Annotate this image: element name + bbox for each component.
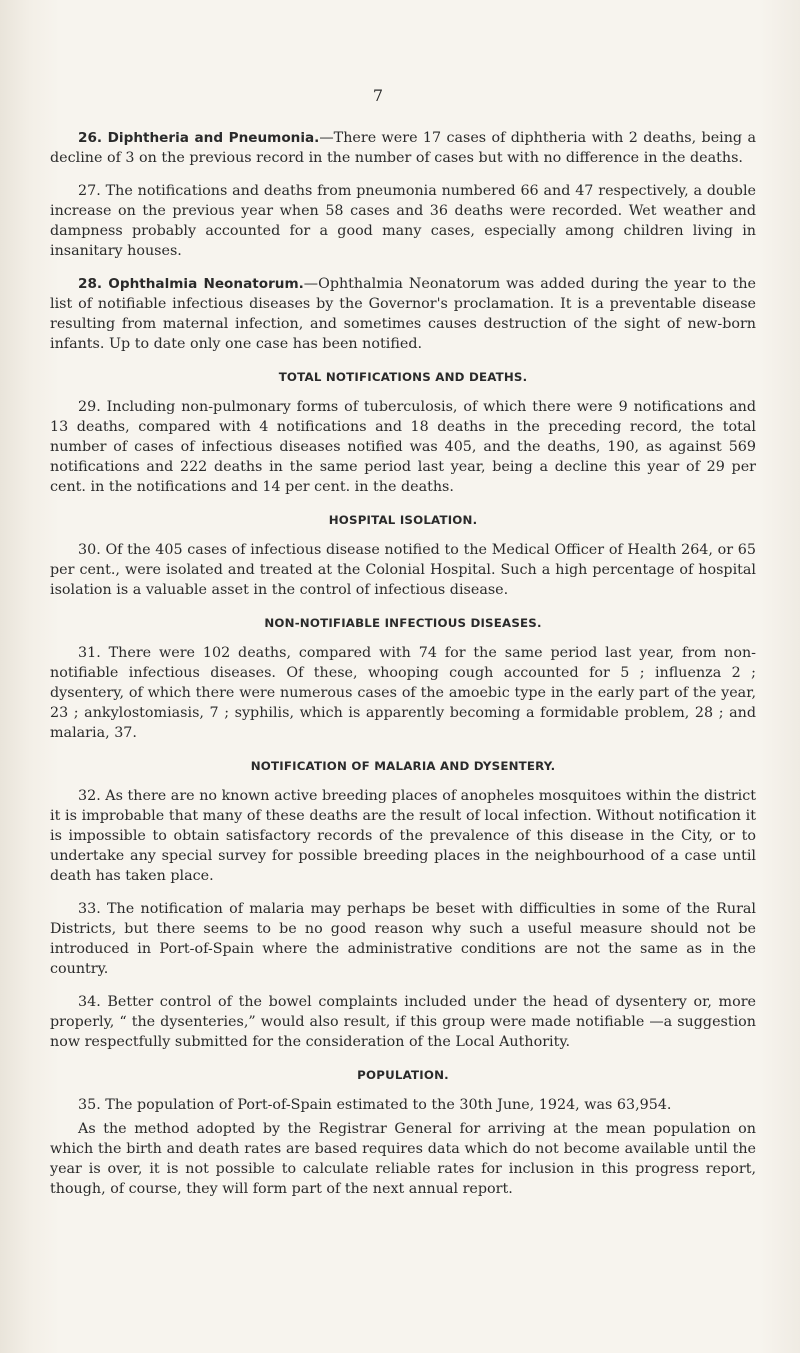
paragraph-31: 31. There were 102 deaths, compared with 74 for the same period last year, from non-notifiable infectious diseases. Of these, whooping cough accounted for 5 ; influenza 2 ; dysentery, of which there were numerous cases of the amoebic type in the early part of the year, 23 ; ankylostomiasis, 7 ; syphilis, which is apparently becoming a formidable problem, 28 ; and malaria, 37. bbox=[50, 645, 756, 741]
page-number: 7 bbox=[372, 86, 384, 105]
paragraph-35-continued: As the method adopted by the Registrar General for arriving at the mean population on which the birth and death rates are based requires data which do not become available until the year is over, it is not possible to calculate reliable rates for inclusion in this progress report, though, of course, they will form part of the next annual report. bbox=[50, 1121, 756, 1197]
paragraph-28-lead: 28. Ophthalmia Neonatorum. bbox=[78, 276, 304, 292]
paragraph-26-lead: 26. Diphtheria and Pneumonia. bbox=[78, 130, 320, 146]
paragraph-26 bbox=[50, 128, 756, 168]
heading-malaria-dysentery: NOTIFICATION OF MALARIA AND DYSENTERY. bbox=[250, 759, 556, 773]
paragraph-28 bbox=[50, 274, 756, 354]
paragraph-30: 30. Of the 405 cases of infectious disease notified to the Medical Officer of Health 264, or 65 per cent., were isolated and treated at the Colonial Hospital. Such a high percentage of hospital isolation is a valuable asset in the control of infectious disease. bbox=[50, 542, 756, 598]
heading-population: POPULATION. bbox=[357, 1068, 449, 1082]
paragraph-27: 27. The notifications and deaths from pneumonia numbered 66 and 47 respectively, a double increase on the previous year when 58 cases and 36 deaths were recorded. Wet weather and dampness probably accounted for a good many cases, especially among children living in insanitary houses. bbox=[50, 183, 756, 259]
paragraph-34: 34. Better control of the bowel complaints included under the head of dysentery or, more properly, “ the dysenteries,” would also result, if this group were made notifiable —a suggestion now respectfully submitted for the consideration of the Local Authority. bbox=[50, 994, 756, 1050]
paragraph-29: 29. Including non-pulmonary forms of tuberculosis, of which there were 9 notifications and 13 deaths, compared with 4 notifications and 18 deaths in the preceding record, the total number of cases of infectious diseases notified was 405, and the deaths, 190, as against 569 notifications and 222 deaths in the same period last year, being a decline this year of 29 per cent. in the notifications and 14 per cent. in the deaths. bbox=[50, 399, 756, 495]
heading-non-notifiable: NON-NOTIFIABLE INFECTIOUS DISEASES. bbox=[264, 616, 542, 630]
paragraph-28-body: —Ophthalmia Neonatorum was added during the year to the list of notifiable infectious diseases by the Governor's proclamation. It is a preventable disease resulting from maternal infection, and sometimes causes destruction of the sight of new-born infants. Up to date only one case has been notified. bbox=[50, 276, 756, 352]
paragraph-35: 35. The population of Port-of-Spain estimated to the 30th June, 1924, was 63,954. bbox=[78, 1097, 672, 1113]
heading-hospital-isolation: HOSPITAL ISOLATION. bbox=[328, 513, 478, 527]
paragraph-33: 33. The notification of malaria may perhaps be beset with difficulties in some of the Rural Districts, but there seems to be no good reason why such a useful measure should not be introduced in Port-of-Spain where the administrative conditions are not the same as in the country. bbox=[50, 901, 756, 977]
paragraph-26-body: —There were 17 cases of diphtheria with 2 deaths, being a decline of 3 on the previous record in the number of cases but with no difference in the deaths. bbox=[50, 130, 756, 166]
document-body bbox=[50, 128, 756, 1212]
paragraph-32: 32. As there are no known active breeding places of anopheles mosquitoes within the district it is improbable that many of these deaths are the result of local infection. Without notification it is impossible to obtain satisfactory records of the prevalence of this disease in the City, or to undertake any special survey for possible breeding places in the neighbourhood of a case until death has taken place. bbox=[50, 788, 756, 884]
heading-total-notifications: TOTAL NOTIFICATIONS AND DEATHS. bbox=[278, 370, 528, 384]
